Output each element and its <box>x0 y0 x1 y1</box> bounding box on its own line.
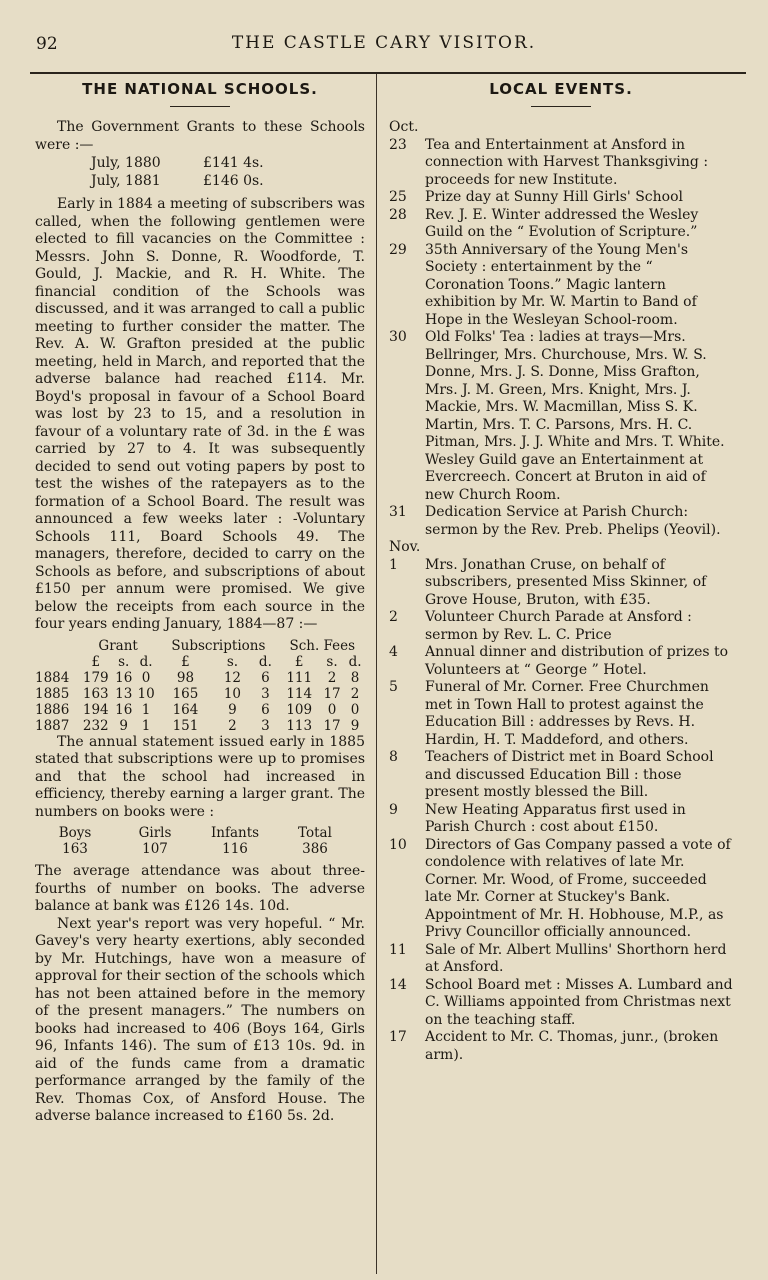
count-label: Girls <box>138 825 172 841</box>
event-text: Funeral of Mr. Corner. Free Churchmen met in Town Hall to protest against the Education Bill : addresses by Revs. H. Hardin, H. T. Maddeford, and others. <box>425 679 709 748</box>
event-item <box>389 329 733 504</box>
cell: 1 <box>141 701 151 718</box>
paragraph-attendance: The average attendance was about three-fourths of number on books. The adverse balance at bank was £126 14s. 10d. <box>35 863 365 914</box>
cell: 1884 <box>35 669 70 686</box>
event-day: 28 <box>389 206 407 223</box>
cell: 114 <box>286 685 313 702</box>
event-item <box>389 242 733 330</box>
event-text: Dedication Service at Parish Church: sermon by the Rev. Preb. Phelips (Yeovil). <box>425 504 721 538</box>
event-day: 4 <box>389 644 398 660</box>
cell: 163 <box>82 685 109 702</box>
counts-value-row <box>35 841 355 857</box>
month-label: Nov. <box>389 539 421 555</box>
event-text: Directors of Gas Company passed a vote of condolence with relatives of late Mr. Corner. Mr. Wood, of Frome, succeeded late Mr. Corner at Stuckey's Bank. Appointment of Mr. H. Hobhouse, M.P., as Privy Councillor officially announced. <box>425 836 731 940</box>
event-item <box>389 189 733 207</box>
cell: 17 <box>323 717 341 734</box>
event-text: Teachers of District met in Board School and discussed Education Bill : those present mostly blessed the Bill. <box>425 749 714 800</box>
national-schools-column <box>35 78 365 1126</box>
event-item <box>389 679 733 749</box>
count-value: 163 <box>62 841 88 857</box>
paragraph-meeting: Early in 1884 a meeting of subscribers was called, when the following gentlemen were elected to fill vacancies on the Committee : Messrs. John S. Donne, R. Woodforde, T. Gould, J. Mackie, and R. H. White. The financial condition of the Schools was discussed, and it was arranged to call a public meeting to further consider the matter. The Rev. A. W. Grafton presided at the public meeting, held in March, and reported that the adverse balance had reached £114. Mr. Boyd's proposal in favour of a School Board was lost by 23 to 15, and a resolution in favour of a voluntary rate of 3d. in the £ was carried by 27 to 4. It was subsequently decided to send out voting papers by post to test the wishes of the ratepayers as to the formation of a School Board. The result was announced a few weeks later : -Voluntary Schools 111, Board Schools 49. The managers, therefore, decided to carry on the Schools as before, and subscriptions of about £150 per annum were promised. We give below the receipts from each source in the four years ending January, 1884—87 :— <box>35 196 365 632</box>
grant-date: July, 1880 <box>91 155 161 171</box>
event-text: Old Folks' Tea : ladies at trays—Mrs. Bellringer, Mrs. Churchouse, Mrs. W. S. Donne, Mrs. J. S. Donne, Miss Grafton, Mrs. J. M. Green, Mrs. Knight, Mrs. J. Mackie, Mrs. W. Macmillan, Miss S. K. Martin, Mrs. T. C. Parsons, Mrs. H. C. Pitman, Mrs. J. J. White and Mrs. T. White. Wesley Guild gave an Entertainment at Evercreech. Concert at Bruton in aid of new Church Room. <box>425 329 725 503</box>
grant-amount: £146 0s. <box>203 173 264 189</box>
cell: 13 <box>115 685 133 702</box>
section-heading: LOCAL EVENTS. <box>489 80 633 98</box>
cell: 164 <box>172 701 199 718</box>
event-text: 35th Anniversary of the Young Men's Society : entertainment by the “ Coronation Toons.” Magic lantern exhibition by Mr. W. Martin to Band of Hope in the Wesleyan School-room. <box>425 241 697 328</box>
unit: s. <box>226 653 239 670</box>
column-heading: Subscriptions <box>171 637 266 654</box>
header-rule <box>30 72 746 74</box>
cell: 12 <box>223 669 242 686</box>
month-label: Oct. <box>389 119 419 135</box>
cell: 0 <box>327 701 337 718</box>
event-day: 29 <box>389 241 407 258</box>
cell: 16 <box>115 701 133 718</box>
event-text: Prize day at Sunny Hill Girls' School <box>425 189 683 205</box>
paragraph-report: Next year's report was very hopeful. “ Mr. Gavey's very hearty exertions, ably seconded by Mr. Hutchings, have won a measure of approval for their section of the schools which has not been attained before in the memory of the present managers.” The numbers on books had increased to 406 (Boys 164, Girls 96, Infants 146). The sum of £13 10s. 9d. in aid of the funds came from a dramatic performance arranged by the family of the Rev. Thomas Cox, of Ansford House. The adverse balance increased to £160 5s. 2d. <box>35 915 365 1124</box>
counts-label-row <box>35 825 355 841</box>
column-divider <box>376 74 377 1274</box>
event-item <box>389 644 733 679</box>
event-item <box>389 837 733 942</box>
cell: 6 <box>261 701 270 718</box>
cell: 9 <box>350 717 360 734</box>
event-day: 31 <box>389 504 407 520</box>
cell: 179 <box>82 669 109 686</box>
grant-amount: £141 4s. <box>203 155 264 171</box>
event-day: 23 <box>389 136 407 153</box>
cell: 151 <box>172 717 199 734</box>
cell: 1886 <box>35 701 70 718</box>
cell: 9 <box>228 701 237 718</box>
unit: £ <box>294 653 304 670</box>
event-day: 25 <box>389 189 407 205</box>
event-text: Sale of Mr. Albert Mullins' Shorthorn herd at Ansford. <box>425 941 727 975</box>
cell: 1885 <box>35 685 70 702</box>
count-value: 116 <box>222 841 248 857</box>
local-events-column <box>389 78 733 1064</box>
unit: d. <box>258 653 272 670</box>
event-text: Rev. J. E. Winter addressed the Wesley Guild on the “ Evolution of Scripture.” <box>425 206 699 240</box>
event-day: 5 <box>389 679 398 695</box>
event-text: Annual dinner and distribution of prizes to Volunteers at “ George ” Hotel. <box>425 644 729 678</box>
cell: 2 <box>327 669 337 686</box>
event-item <box>389 137 733 190</box>
numbers-on-books <box>35 825 355 857</box>
cell: 232 <box>82 717 109 734</box>
cell: 98 <box>176 669 195 686</box>
event-day: 11 <box>389 941 407 958</box>
unit: s. <box>326 653 338 670</box>
cell: 111 <box>286 669 313 686</box>
cell: 109 <box>286 701 313 718</box>
section-heading: THE NATIONAL SCHOOLS. <box>82 80 318 98</box>
event-item <box>389 1029 733 1064</box>
table-row <box>35 702 365 718</box>
unit: £ <box>91 653 101 670</box>
event-text: Mrs. Jonathan Cruse, on behalf of subscribers, presented Miss Skinner, of Grove House, Bruton, with £35. <box>425 556 707 608</box>
page-number: 92 <box>36 34 58 54</box>
column-heading: Sch. Fees <box>289 637 356 654</box>
event-day: 8 <box>389 749 398 765</box>
event-day: 17 <box>389 1029 407 1045</box>
event-text: School Board met : Misses A. Lumbard and C. Williams appointed from Christmas next on the teaching staff. <box>425 976 733 1028</box>
event-day: 10 <box>389 836 407 853</box>
column-heading: Grant <box>98 637 138 654</box>
cell: 16 <box>115 669 133 686</box>
event-item <box>389 609 733 644</box>
table-row <box>35 718 365 734</box>
cell: 9 <box>119 717 129 734</box>
table-row <box>35 686 365 702</box>
paragraph-statement: The annual statement issued early in 1885 stated that subscriptions were up to promises and that the school had increased in efficiency, thereby earning a larger grant. The numbers on books were : <box>35 733 365 820</box>
cell: 1887 <box>35 717 70 734</box>
count-label: Boys <box>58 825 92 841</box>
event-text: New Heating Apparatus first used in Parish Church : cost about £150. <box>425 801 686 835</box>
cell: 10 <box>137 685 155 702</box>
count-label: Infants <box>210 825 260 841</box>
count-value: 386 <box>302 841 328 857</box>
running-title: THE CASTLE CARY VISITOR. <box>231 33 537 53</box>
table-row <box>35 670 365 686</box>
intro-paragraph: The Government Grants to these Schools were :— <box>35 119 365 153</box>
grant-row <box>35 172 365 190</box>
receipts-table <box>35 638 365 734</box>
event-item <box>389 749 733 802</box>
cell: 3 <box>261 685 270 702</box>
grant-row <box>35 154 365 172</box>
table-head-row <box>35 638 365 654</box>
cell: 113 <box>286 717 313 734</box>
event-item <box>389 557 733 610</box>
event-text: Volunteer Church Parade at Ansford : sermon by Rev. L. C. Price <box>425 609 692 643</box>
event-day: 1 <box>389 556 398 573</box>
unit: d. <box>348 653 362 670</box>
cell: 6 <box>261 669 270 686</box>
unit: s. <box>118 653 130 670</box>
unit: £ <box>181 653 190 670</box>
event-day: 2 <box>389 609 398 625</box>
cell: 3 <box>261 717 270 734</box>
cell: 0 <box>350 701 360 718</box>
cell: 17 <box>323 685 341 702</box>
unit: d. <box>139 653 153 670</box>
event-text: Accident to Mr. C. Thomas, junr., (broken arm). <box>425 1029 719 1063</box>
cell: 2 <box>350 685 360 702</box>
heading-rule <box>531 106 591 107</box>
event-day: 9 <box>389 801 398 818</box>
units-row <box>35 654 365 670</box>
event-text: Tea and Entertainment at Ansford in connection with Harvest Thanksgiving : proceeds for new Institute. <box>425 136 709 188</box>
event-item <box>389 207 733 242</box>
count-value: 107 <box>142 841 168 857</box>
event-item <box>389 977 733 1030</box>
event-day: 14 <box>389 976 407 993</box>
event-item <box>389 802 733 837</box>
cell: 194 <box>82 701 109 718</box>
event-day: 30 <box>389 329 407 345</box>
grant-date: July, 1881 <box>91 173 161 189</box>
cell: 8 <box>350 669 360 686</box>
event-item <box>389 942 733 977</box>
cell: 1 <box>141 717 151 734</box>
cell: 165 <box>172 685 199 702</box>
cell: 10 <box>223 685 242 702</box>
event-item <box>389 504 733 539</box>
heading-rule <box>170 106 230 107</box>
cell: 0 <box>141 669 151 686</box>
cell: 2 <box>228 717 237 734</box>
count-label: Total <box>298 825 332 841</box>
